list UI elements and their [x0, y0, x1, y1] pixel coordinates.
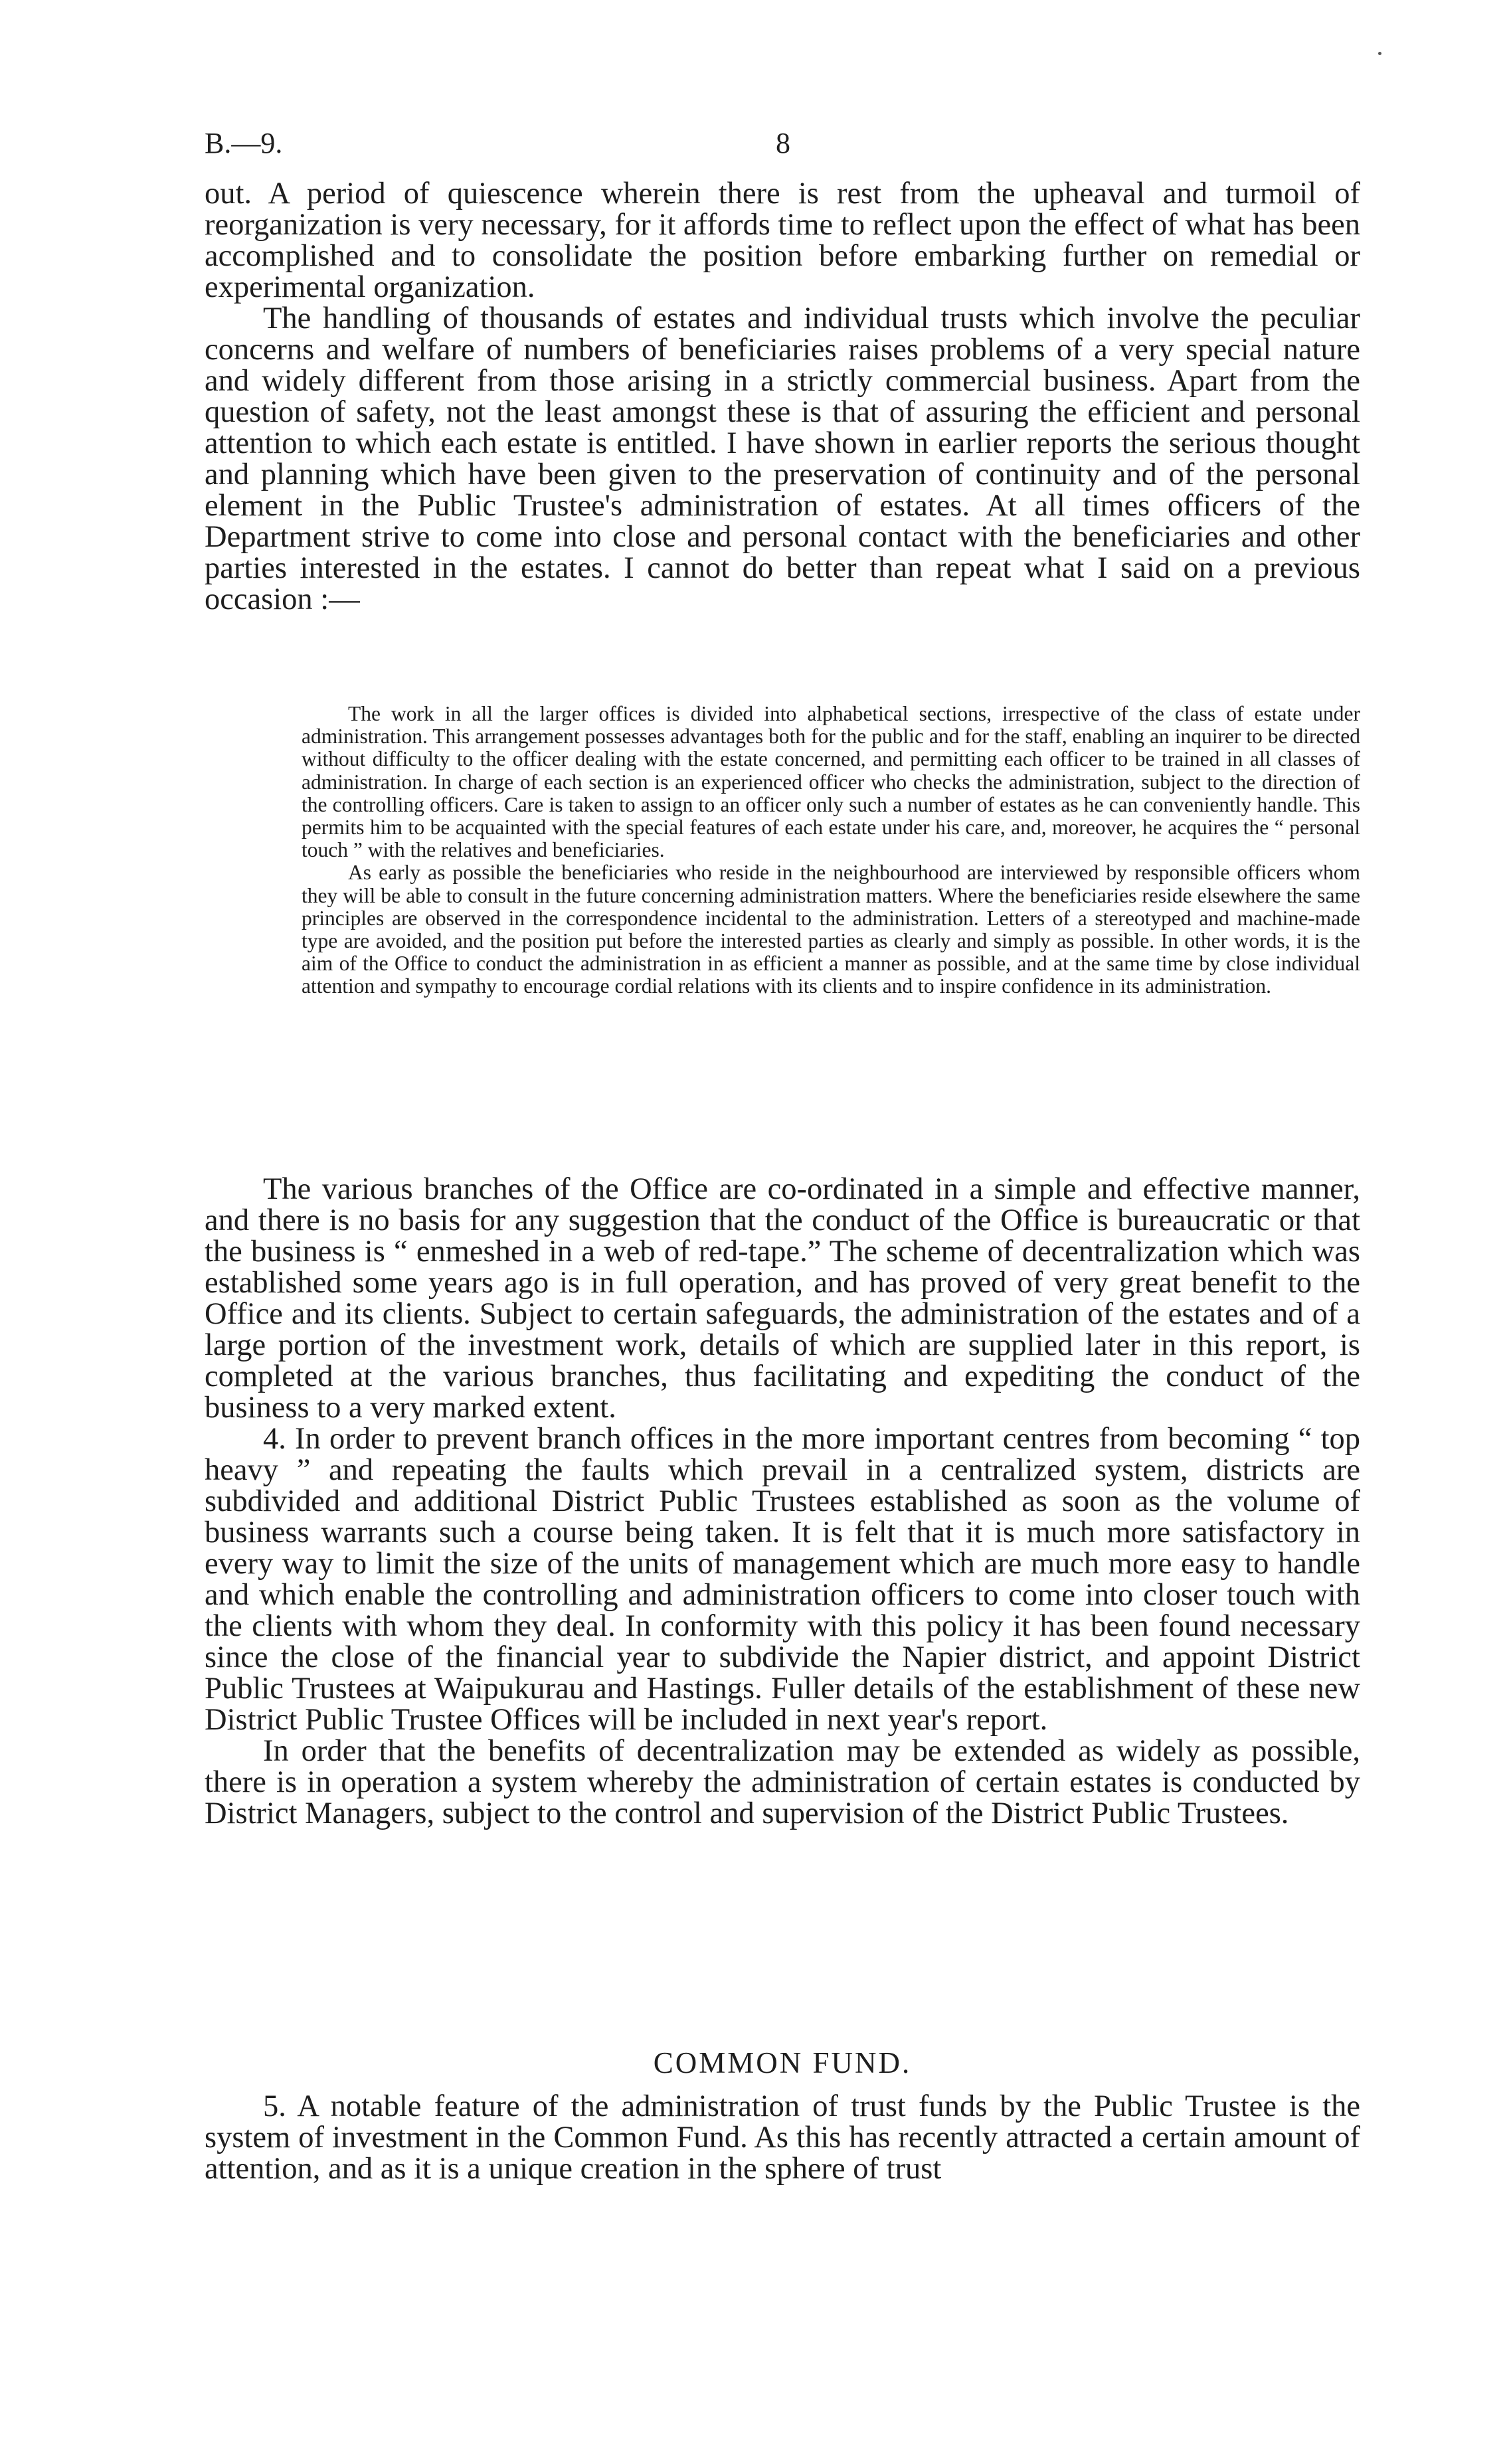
body-section-bottom: [205, 2091, 1360, 2184]
paragraph: The handling of thousands of estates and individual trusts which involve the peculiar concerns and welfare of numbers of beneficiaries raises problems of a very special nature and widely different from those arising in a strictly commercial business. Apart from the question of safety, not the least amongst these is that of assuring the efficient and personal attention to which each estate is entitled. I have shown in earlier reports the serious thought and planning which have been given to the preservation of continuity and of the personal element in the Public Trustee's administration of estates. At all times officers of the Department strive to come into close and personal contact with the beneficiaries and other parties interested in the estates. I cannot do better than repeat what I said on a previous occasion :—: [205, 302, 1360, 616]
paragraph: out. A period of quiescence wherein there is rest from the upheaval and turmoil of reorganization is very necessary, for it affords time to reflect upon the effect of what has been accomplished and to consolidate the position before embarking further on remedial or experimental organization.: [205, 177, 1360, 304]
quote-paragraph: The work in all the larger offices is divided into alphabetical sections, irrespective of the class of estate under administration. This arrangement possesses advantages both for the public and for the staff, enabling an inquirer to be directed without difficulty to the officer dealing with the estate concerned, and permitting each officer to be trained in all classes of administration. In charge of each section is an experienced officer who checks the administration, subject to the direction of the controlling officers. Care is taken to assign to an officer only such a number of estates as he can conveniently handle. This permits him to be acquainted with the special features of each estate under his care, and, moreover, he acquires the “ personal touch ” with the relatives and beneficiaries.: [302, 702, 1360, 862]
scan-speck: [1378, 52, 1381, 55]
paragraph: 4. In order to prevent branch offices in the more important centres from becoming “ top heavy ” and repeating the faults which prevail in a centralized system, districts are subdivided and additional District Public Trustees established as soon as the volume of business warrants such a course being taken. It is felt that it is much more satisfactory in every way to limit the size of the units of management which are much more easy to handle and which enable the controlling and administration officers to come into closer touch with the clients with whom they deal. In conformity with this policy it has been found necessary since the close of the financial year to subdivide the Napier district, and appoint District Public Trustees at Waipukurau and Hastings. Fuller details of the establishment of these new District Public Trustee Offices will be included in next year's report.: [205, 1422, 1360, 1737]
body-section-top: [205, 178, 1360, 615]
page-number: 8: [776, 127, 790, 159]
document-reference: B.—9.: [205, 127, 283, 159]
body-section-middle: [205, 1174, 1360, 1829]
section-heading: COMMON FUND.: [653, 2046, 912, 2079]
paragraph: The various branches of the Office are co-ordinated in a simple and effective manner, and there is no basis for any suggestion that the conduct of the Office is bureaucratic or that the business is “ enmeshed in a web of red-tape.” The scheme of decentralization which was established some years ago is in full operation, and has proved of very great benefit to the Office and its clients. Subject to certain safeguards, the administration of the estates and of a large portion of the investment work, details of which are supplied later in this report, is completed at the various branches, thus facilitating and expediting the conduct of the business to a very marked extent.: [205, 1172, 1360, 1425]
page-header: [205, 126, 1360, 166]
block-quotation: [302, 703, 1360, 998]
paragraph: 5. A notable feature of the administration of trust funds by the Public Trustee is the system of investment in the Common Fund. As this has recently attracted a certain amount of attention, and as it is a unique creation in the sphere of trust: [205, 2089, 1360, 2186]
quote-paragraph: As early as possible the beneficiaries who reside in the neighbourhood are interviewed by responsible officers whom they will be able to consult in the future concerning administration matters. Where the beneficiaries reside elsewhere the same principles are observed in the correspondence incidental to the administration. Letters of a stereotyped and machine-made type are avoided, and the position put before the interested parties as clearly and simply as possible. In other words, it is the aim of the Office to conduct the administration in as efficient a manner as possible, and at the same time by close individual attention and sympathy to encourage cordial relations with its clients and to inspire confidence in its administration.: [302, 861, 1360, 998]
paragraph: In order that the benefits of decentralization may be extended as widely as possible, there is in operation a system whereby the administration of certain estates is conducted by District Managers, subject to the control and supervision of the District Public Trustees.: [205, 1734, 1360, 1830]
